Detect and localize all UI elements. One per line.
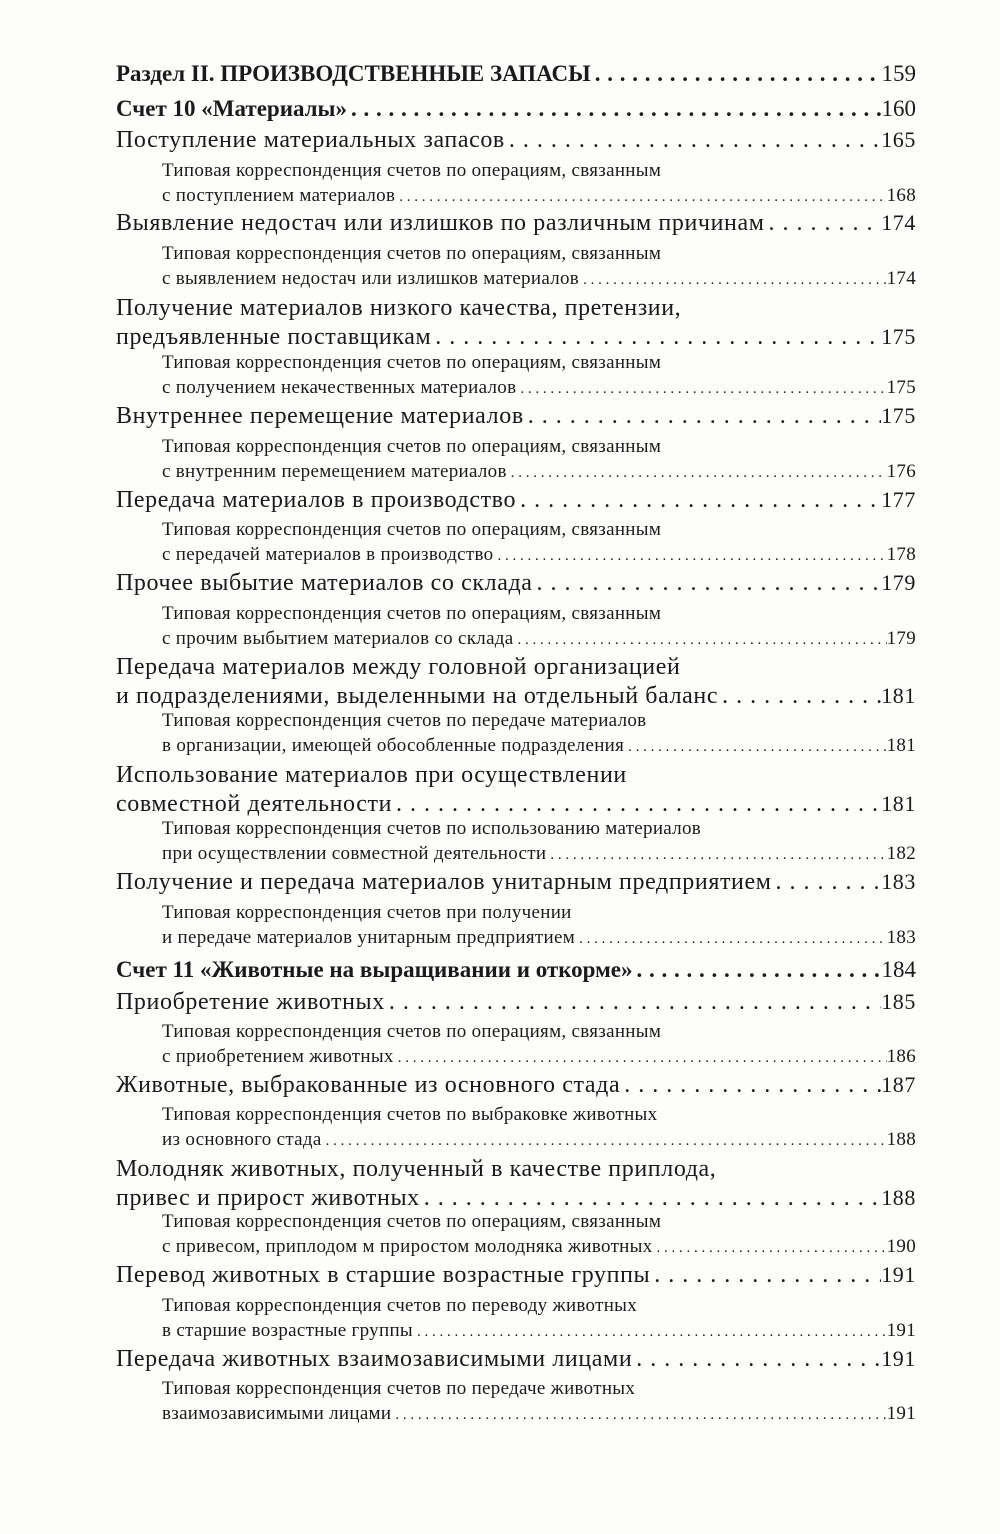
toc-entry-first-line: Типовая корреспонденция счетов по использованию материалов	[162, 818, 702, 839]
dot-leader	[516, 488, 881, 512]
toc-page-number: 181	[881, 791, 916, 816]
toc-entry-title: с прочим выбытием материалов со склада	[162, 628, 514, 649]
toc-page-number: 191	[886, 1403, 916, 1424]
toc-entry-first-line: Передача материалов между головной организацией	[116, 654, 681, 680]
toc-entry-title: Поступление материальных запасов	[116, 127, 505, 153]
dot-leader	[591, 62, 882, 85]
toc-entry-first-line: Типовая корреспонденция счетов по операциям, связанным	[162, 1021, 662, 1042]
toc-page-number: 168	[886, 185, 916, 206]
toc-page-number: 184	[881, 957, 916, 982]
toc-page-number: 183	[881, 869, 916, 894]
toc-entry-title: с внутренним перемещением материалов	[162, 461, 507, 482]
toc-entry-title: и передаче материалов унитарным предприятием	[162, 927, 576, 948]
toc-entry-first-line: Типовая корреспонденция счетов по операциям, связанным	[162, 436, 662, 457]
dot-leader	[575, 932, 887, 947]
toc-entry-first-line: Типовая корреспонденция счетов по выбраковке животных	[162, 1104, 658, 1125]
toc-topic-entry	[116, 296, 916, 349]
toc-page-number: 176	[886, 461, 916, 482]
toc-entry-first-line: Использование материалов при осуществлении	[116, 762, 627, 788]
dot-leader	[624, 740, 886, 755]
toc-page-number: 181	[881, 683, 916, 708]
toc-page-number: 190	[886, 1236, 916, 1257]
toc-page-number: 191	[886, 1320, 916, 1341]
toc-entry-first-line: Типовая корреспонденция счетов по операциям, связанным	[162, 603, 662, 624]
dot-leader	[620, 1073, 881, 1097]
toc-topic-entry	[116, 655, 916, 708]
dot-leader	[395, 190, 886, 205]
toc-entry-title: в старшие возрастные группы	[162, 1320, 413, 1341]
dot-leader	[516, 382, 886, 397]
toc-entry-title: привес и прирост животных	[116, 1185, 420, 1211]
toc-entry-title: Приобретение животных	[116, 989, 385, 1015]
toc-entry-title: Раздел II. ПРОИЗВОДСТВЕННЫЕ ЗАПАСЫ	[116, 61, 591, 86]
toc-subtopic-entry	[162, 1296, 916, 1340]
dot-leader	[765, 211, 882, 235]
toc-entry-first-line: Получение материалов низкого качества, претензии,	[116, 295, 682, 321]
toc-subtopic-entry	[162, 711, 916, 755]
toc-subtopic-entry	[162, 1022, 916, 1066]
toc-subtopic-entry	[162, 520, 916, 564]
toc-page-number: 179	[886, 628, 916, 649]
toc-subtopic-entry	[162, 353, 916, 397]
toc-subtopic-entry	[162, 161, 916, 205]
dot-leader	[632, 1347, 881, 1371]
toc-page-number: 187	[881, 1072, 916, 1097]
toc-subtopic-entry	[162, 1212, 916, 1256]
toc-entry-title: с поступлением материалов	[162, 185, 396, 206]
dot-leader	[718, 684, 881, 708]
toc-entry-first-line: Типовая корреспонденция счетов по операциям, связанным	[162, 1211, 662, 1232]
toc-entry-first-line: Типовая корреспонденция счетов по операциям, связанным	[162, 352, 662, 373]
dot-leader	[392, 792, 881, 816]
toc-page-number: 165	[881, 127, 916, 152]
dot-leader	[507, 466, 887, 481]
toc-entry-title: Выявление недостач или излишков по различным причинам	[116, 210, 765, 236]
dot-leader	[431, 325, 881, 349]
toc-topic-entry	[116, 128, 916, 152]
toc-entry-title: Внутреннее перемещение материалов	[116, 403, 524, 429]
dot-leader	[579, 273, 887, 288]
toc-entry-title: и подразделениями, выделенными на отдельный баланс	[116, 683, 719, 709]
toc-entry-title: с получением некачественных материалов	[162, 377, 517, 398]
toc-entry-title: с приобретением животных	[162, 1046, 394, 1067]
toc-entry-first-line: Типовая корреспонденция счетов по операциям, связанным	[162, 519, 662, 540]
dot-leader	[347, 97, 881, 120]
toc-topic-entry	[116, 1073, 916, 1097]
dot-leader	[653, 1241, 887, 1256]
toc-entry-first-line: Типовая корреспонденция счетов по передаче материалов	[162, 710, 647, 731]
toc-entry-title: Счет 11 «Животные на выращивании и откорме»	[116, 957, 633, 982]
toc-entry-title: Получение и передача материалов унитарным предприятием	[116, 869, 772, 895]
toc-topic-entry	[116, 1347, 916, 1371]
toc-page-number: 191	[881, 1262, 916, 1287]
toc-entry-title: Прочее выбытие материалов со склада	[116, 570, 533, 596]
toc-entry-title: при осуществлении совместной деятельности	[162, 843, 547, 864]
toc-page-number: 185	[881, 989, 916, 1014]
toc-topic-entry	[116, 404, 916, 428]
toc-topic-entry	[116, 211, 916, 235]
toc-page-number: 159	[881, 61, 916, 86]
toc-page-number: 175	[886, 377, 916, 398]
toc-topic-entry	[116, 990, 916, 1014]
toc-entry-title: совместной деятельности	[116, 791, 393, 817]
toc-page-number: 174	[881, 210, 916, 235]
toc-topic-entry	[116, 870, 916, 894]
toc-topic-entry	[116, 488, 916, 512]
toc-page-number: 177	[881, 487, 916, 512]
toc-page-number: 182	[886, 843, 916, 864]
toc-entry-title: с привесом, приплодом м приростом молодняка животных	[162, 1236, 653, 1257]
dot-leader	[420, 1186, 881, 1210]
toc-entry-title: Перевод животных в старшие возрастные группы	[116, 1262, 651, 1288]
toc-subtopic-entry	[162, 437, 916, 481]
toc-entry-title: Животные, выбракованные из основного стада	[116, 1072, 621, 1098]
dot-leader	[413, 1325, 887, 1340]
dot-leader	[546, 848, 886, 863]
toc-page-number: 178	[886, 544, 916, 565]
toc-subtopic-entry	[162, 1379, 916, 1423]
toc-entry-first-line: Типовая корреспонденция счетов по операциям, связанным	[162, 243, 662, 264]
toc-page-number: 186	[886, 1046, 916, 1067]
toc-entry-title: Передача материалов в производство	[116, 487, 517, 513]
dot-leader	[505, 128, 881, 152]
toc-entry-title: с выявлением недостач или излишков материалов	[162, 268, 580, 289]
dot-leader	[524, 404, 881, 428]
toc-entry-title: Счет 10 «Материалы»	[116, 96, 348, 121]
toc-entry-first-line: Молодняк животных, полученный в качестве приплода,	[116, 1156, 717, 1182]
toc-entry-first-line: Типовая корреспонденция счетов по операциям, связанным	[162, 160, 662, 181]
dot-leader	[394, 1051, 887, 1066]
toc-page-number: 174	[886, 268, 916, 289]
toc-entry-first-line: Типовая корреспонденция счетов по передаче животных	[162, 1378, 636, 1399]
toc-entry-title: взаимозависимыми лицами	[162, 1403, 392, 1424]
dot-leader	[632, 958, 881, 981]
toc-subtopic-entry	[162, 1105, 916, 1149]
toc-entry-title: предъявленные поставщикам	[116, 324, 432, 350]
toc-subtopic-entry	[162, 903, 916, 947]
dot-leader	[493, 549, 886, 564]
toc-page-number: 191	[881, 1346, 916, 1371]
toc-topic-entry	[116, 571, 916, 595]
toc-topic-entry	[116, 1263, 916, 1287]
toc-page-number: 179	[881, 570, 916, 595]
dot-leader	[514, 633, 887, 648]
toc-page-number: 181	[886, 735, 916, 756]
toc-section-heading	[116, 62, 916, 85]
toc-account-heading	[116, 97, 916, 120]
toc-page-number: 175	[881, 403, 916, 428]
toc-account-heading	[116, 958, 916, 981]
toc-topic-entry	[116, 1157, 916, 1210]
toc-page-number: 188	[881, 1185, 916, 1210]
toc-page-number: 188	[886, 1129, 916, 1150]
toc-page-number: 175	[881, 324, 916, 349]
dot-leader	[391, 1408, 886, 1423]
dot-leader	[772, 870, 882, 894]
toc-subtopic-entry	[162, 604, 916, 648]
toc-entry-title: из основного стада	[162, 1129, 322, 1150]
toc-entry-title: с передачей материалов в производство	[162, 544, 494, 565]
dot-leader	[533, 571, 882, 595]
dot-leader	[650, 1263, 881, 1287]
toc-page-number: 160	[881, 96, 916, 121]
toc-entry-title: в организации, имеющей обособленные подразделения	[162, 735, 625, 756]
toc-page-number: 183	[886, 927, 916, 948]
dot-leader	[385, 990, 881, 1014]
toc-subtopic-entry	[162, 244, 916, 288]
toc-topic-entry	[116, 763, 916, 816]
dot-leader	[322, 1134, 887, 1149]
toc-entry-first-line: Типовая корреспонденция счетов по переводу животных	[162, 1295, 638, 1316]
toc-entry-first-line: Типовая корреспонденция счетов при получении	[162, 902, 572, 923]
toc-subtopic-entry	[162, 819, 916, 863]
toc-entry-title: Передача животных взаимозависимыми лицами	[116, 1346, 633, 1372]
